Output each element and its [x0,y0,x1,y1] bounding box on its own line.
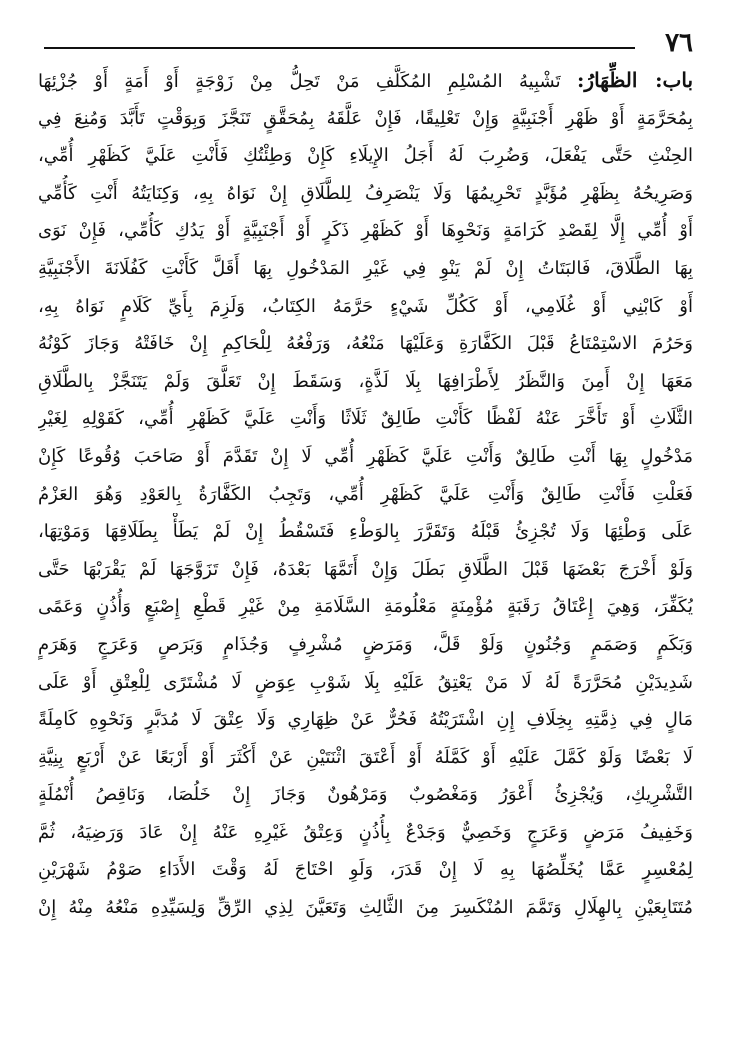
text-line: يُكَفِّرَ، وَهِيَ إِعْتَاقُ رَقَبَةٍ مُؤْمِنَةٍ مَعْلُومَةِ السَّلَامَةِ مِنْ غَيْرِ قَطْعِ إِصْبَعٍ وَأُذُنٍ وَعَمًى [38,596,693,618]
header-rule [44,47,635,49]
body-text [38,62,693,927]
text-line: وَلَوْ أَخْرَجَ بَعْضَهَا قَبْلَ الطَّلَاقِ بَطَلَ وَإِنْ أَتَمَّهَا بَعْدَهُ، فَإِنْ تَزَوَّجَهَا لَمْ يَقْرَبْهَا حَتَّى [38,558,693,580]
text-line: شَدِيدَيْنِ مُحَرَّرَةً لَهُ لَا مَنْ يَعْتِقُ عَلَيْهِ بِلَا شَوْبِ عِوَضٍ لَا مُشْتَرًى لِلْعِتْقِ أَوْ عَلَى [38,671,693,693]
text-line: مَعَهَا إِنْ أَمِنَ وَالنَّظَرُ لِأَطْرَافِهَا بِلَا لَذَّةٍ، وَسَقَطَ إِنْ تَعَلَّقَ وَلَمْ يَتَنَجَّزْ بِالطَّلَاقِ [38,370,693,392]
text-line: فَعَلْتِ فَأَنْتِ طَالِقٌ وَأَنْتِ عَلَيَّ كَظَهْرِ أُمِّي، وَتَجِبُ الكَفَّارَةُ بِالعَوْدِ وَهُوَ العَزْمُ [38,483,693,505]
text-line: وَخَفِيفُ مَرَضٍ وَعَرَجٍ وَخَصِيٌّ وَجَدْعٌ بِأُذُنٍ وَعِتْقُ غَيْرِهِ عَنْهُ إِنْ عَادَ وَرَضِيَهُ، ثُمَّ [38,821,693,843]
text-line: أَوْ كَابْنِي أَوْ غُلَامِي، أَوْ كَكُلِّ شَيْءٍ حَرَّمَهُ الكِتَابُ، وَلَزِمَ بِأَيِّ كَلَامٍ نَوَاهُ بِهِ، [38,295,693,317]
text-line: مُتَتَابِعَيْنِ بِالهِلَالِ وَتَمَّمَ المُنْكَسِرَ مِنَ الثَّالِثِ وَتَعَيَّنَ لِذِي الرِّقِّ وَلِسَيِّدِهِ مَنْعُهُ مِنْهُ إِنْ [38,897,693,919]
text-line: بِهَا الطَّلَاقَ، فَالبَتَاتُ إِنْ لَمْ يَنْوِ فِي غَيْرِ المَدْخُولِ بِهَا أَقَلَّ كَأَنْتِ كَفُلَانَةَ الأَجْنَبِيَّةِ [38,257,693,279]
text-line: وَصَرِيحُهُ بِظَهْرِ مُؤَبَّدٍ تَحْرِيمُهَا وَلَا يَنْصَرِفُ لِلطَّلَاقِ إِنْ نَوَاهُ بِهِ، وَكِنَايَتُهُ أَنْتِ كَأُمِّي [38,182,693,204]
text-line: أَوْ أُمِّي إِلَّا لِقَصْدِ كَرَامَةٍ وَنَحْوِهَا أَوْ كَظَهْرِ ذَكَرٍ أَوْ أَجْنَبِيَّةٍ أَوْ يَدُكِ كَأُمِّي، فَإِنْ نَوَى [38,220,693,242]
text-line: بِمُحَرَّمَةٍ أَوْ ظَهْرِ أَجْنَبِيَّةٍ وَإِنْ تَعْلِيقًا، فَإِنْ عَلَّقَهُ بِمُحَقَّقٍ تَنَجَّزَ وَبِوَقْتٍ تَأَبَّدَ وَمُنِعَ فِي [38,107,693,129]
page-header [44,28,693,58]
text-line: وَحَرُمَ الاسْتِمْتَاعُ قَبْلَ الكَفَّارَةِ وَعَلَيْهَا مَنْعُهُ، وَرَفْعُهُ لِلْحَاكِمِ إِنْ خَافَتْهُ وَجَازَ كَوْنُهُ [38,333,693,355]
text-line: الحِنْثِ حَتَّى يَفْعَلَ، وَضُرِبَ لَهُ أَجَلُ الإِيلَاءِ كَإِنْ وَطِئْتُكِ فَأَنْتِ عَلَيَّ كَظَهْرِ أُمِّي، [38,145,693,167]
page-number: ٧٦ [665,28,693,58]
text-line: لِمُعْسِرٍ عَمَّا يُخَلِّصُهَا بِهِ لَا إِنْ قَدَرَ، وَلَوِ احْتَاجَ لَهُ وَقْتَ الأَدَاءِ صَوْمُ شَهْرَيْنِ [38,859,693,881]
text-line: الثَّلَاثِ أَوْ تَأَخَّرَ عَنْهُ لَفْظًا كَأَنْتِ طَالِقٌ ثَلَاثًا وَأَنْتِ عَلَيَّ كَظَهْرِ أُمِّي، كَقَوْلِهِ لِغَيْرِ [38,408,693,430]
heading-colon: : [637,68,663,92]
text-line: مَالٍ فِي ذِمَّتِهِ بِخِلَافِ إِنِ اشْتَرَيْتُهُ فَحُرٌّ عَنْ ظِهَارِي وَلَا عِتْقَ لَا مُدَبَّرٍ وَنَحْوِهِ كَامِلَةً [38,709,693,731]
text-line-content: تَشْبِيهُ المُسْلِمِ المُكَلَّفِ مَنْ تَحِلُّ مِنْ زَوْجَةٍ أَوْ أَمَةٍ أَوْ جُزْئِهَا [38,71,561,92]
heading-term: الظِّهَارُ: [577,68,638,92]
section-heading: باب [662,68,693,92]
text-line [38,62,693,100]
text-line: التَّشْرِيكِ، وَيُجْزِئُ أَعْوَرُ وَمَغْصُوبٌ وَمَرْهُونٌ وَجَازَ إِنْ خَلُصَا، وَنَاقِصُ أُنْمُلَةٍ [38,784,693,806]
text-line: عَلَى وَطْئِهَا وَلَا تُجْزِئُ قَبْلَهُ وَتَقَرَّرَ بِالوَطْءِ فَتَسْقُطُ إِنْ لَمْ يَطَأْ بِطَلَاقِهَا وَمَوْتِهَا، [38,521,693,543]
text-line: وَبَكَمٍ وَصَمَمٍ وَجُنُونٍ وَلَوْ قَلَّ، وَمَرَضٍ مُشْرِفٍ وَجُذَامٍ وَبَرَصٍ وَعَرَجٍ وَهَرَمٍ [38,633,693,655]
text-line: مَدْخُولٍ بِهَا أَنْتِ طَالِقٌ وَأَنْتِ عَلَيَّ كَظَهْرِ أُمِّي لَا إِنْ تَقَدَّمَ أَوْ صَاحَبَ وُقُوعًا كَإِنْ [38,445,693,467]
text-line: لَا بَعْضًا وَلَوْ كَمَّلَ عَلَيْهِ أَوْ كَمَّلَهُ أَوْ أَعْتَقَ اثْنَتَيْنِ عَنْ أَكْثَرَ أَوْ أَرْبَعًا عَنْ أَرْبَعٍ بِنِيَّةِ [38,746,693,768]
